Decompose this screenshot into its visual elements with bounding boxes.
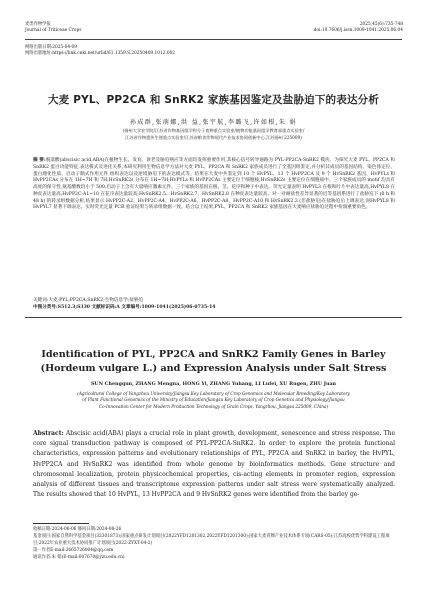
- journal-name-zh: 麦类作物学报: [25, 22, 51, 27]
- footnote-rule: [33, 523, 89, 524]
- journal-header-left: [25, 22, 225, 34]
- journal-header-right: [203, 22, 403, 34]
- authors-en: SUN Chengqun, ZHANG Mengna, HONG Yi, ZHANG Yuhang, LI Lufei, XU Rugen, ZHU Juan: [90, 381, 337, 387]
- affiliation-zh: [25, 128, 402, 141]
- footnotes: [33, 527, 395, 562]
- affiliation-en-line: (Agricultural College of Yangzhou University/Jiangsu Key Laboratory of Crop Genomics and Molecular Breeding/Key Laboratory: [77, 391, 350, 396]
- abstract-zh-text: 脱落酸(abscisic acid,ABA)在植物生长、发育、衰老及胁迫响应等方面均发挥重要作用,其核心信号转导通路为 PYL-PP2CA-SnRK2 模块。为探究大麦 PYL、PP2CA 和 SnRK2 蛋白功能特征,表达模式及进化关系,本研究利用生物信息学方法对大麦 PYL、PP2CA 和 SnRK2 家族成员进行了全基因组鉴定,并分析其成员的基因结构、染色体定位、蛋白理化性质、启动子顺式作用元件,组织表达以及逆境胁迫下的表达模式等。结果在大麦中共鉴定到 10 个 HvPYL、13 个 HvPP2CA 及 9 个 HvSnRK2 基因。HvPYLs 和 HvPP2CAs 分布在 1H~7H 和 7H,HvSnRK2s 分布在 1H~7H;HvPYLs 和 HvPP2CAs 主要定位于细胞核,HvSnRK2s 主要定位在细胞质中。三个家族成员的 motif 均具有高度的保守性,氨基酸数均小于 500,启动子上含有大量响应激素元件。三个家族的基因在根、茎、花序和种子中表达。荧光定量表明 HvPYL3 在根和叶片中表达量高,HvPYL8 在种皮表达量高;HvPP2C-A1~10 在花序表达量较高;HvSnRK2.5、HvSnRK2.7、HvSnRK2.8 在种皮表达量较高。对一对耐盐性差异显著的近等基因系进行了盐胁迫下 (0 h 和 48 h) 的转录组数据分析,结果显示 HvPP2C-A2、HvPP2C-A4、HvPP2C-A6、HvPP2C-A8、HvPP2C-A10 和 HvSnRK2.3 (非盐胁迫)在盐胁迫后上调表达,而HvPYL8 和HvPYL7 显著下调表达。实时荧光定量 PCR 验证结果与转录组数据一致。结合以上结果,PYL、PP2CA 和 SnRK2 家族基因在大麦响应盐胁迫过程中扮演重要角色。: [33, 158, 395, 211]
- affiliation-en-line: of Plant Functional Genomics of the Ministry of Education/Jiangsu Key Laboratory of Crop Genetics and Physiology/Jiangsu: [82, 397, 345, 403]
- online-url[interactable]: 网络出版地址:https://link.cnki.net/urlid/61.1359.S.20250409.1012.002: [25, 51, 176, 56]
- classification-zh: 中图分类号:S512.3;S330 文献标识码:A 文章编号:1009-1041(2025)06-0735-14: [33, 305, 216, 310]
- affiliation-en-line: Co-Innovation Center for Modern Production Technology of Grain Crops, Yangzhou, Jiangsu 225009, China): [98, 403, 329, 409]
- title-en: [25, 348, 402, 376]
- keywords-zh: 关键词:大麦;PYL;PP2CA;SnRK2;生物信息学;盐胁迫: [33, 298, 144, 303]
- abstract-en-label: Abstract:: [33, 430, 64, 437]
- affiliation-zh-line: 江苏省作物遗传生理重点实验室/江苏省粮食作物现代产业技术协同创新中心,江苏扬州 225009): [125, 134, 302, 140]
- journal-name-en: Journal of Triticeae Crops: [25, 28, 82, 33]
- abstract-en-text: Abscisic acid(ABA) plays a crucial role in plant growth, development, senescence and stress response. The core signal transduction pathway is composed of PYL-PP2CA-SnRK2. In order to explore the protein functional characteristics, expression patterns and evolutionary relationships of PYL, PP2CA and SnRK2 in barley, the HvPYL, HvPP2CA and HvSnRK2 was identified from whole genome by bioinformatics methods. Gene structure and chromosomal localization, protein physicochemical properties, cis-acting elements in promoter region, expression analysis of different tissues and transcriptome expression patterns under salt stress were systematically analyzed. The results showed that 10 HvPYL, 13 HvPP2CA and 9 HvSnRK2 genes were identified from the barley ge-: [33, 430, 395, 499]
- abstract-zh: [33, 158, 395, 212]
- footnote-funding: 基金项目:国家自然科学基金项目(32301873);国家重点研发计划项目(2022YFD1201302,2022YFD1201300);国家大麦青稞产业技术体系专项(CARS-05);江苏高校优势学科建设工程项目;2022年农业重大技术协同推广计划项目(2022-ZYXT-04-2): [33, 533, 390, 546]
- affiliation-en: [25, 391, 402, 410]
- doi: doi:10.7606/j.issn.1009-1041.2025.06.04: [313, 28, 403, 33]
- publication-meta: [25, 45, 402, 57]
- issue-info: 2025,45(6):735-748: [359, 22, 403, 27]
- published-date: 网络出版日期:2025-04-09: [25, 45, 78, 50]
- footnote-received: 收稿日期:2024-06-06 修回日期:2024-08-26: [33, 527, 122, 532]
- abstract-zh-label: 摘 要:: [33, 158, 46, 163]
- title-zh: 大麦 PYL、PP2CA 和 SnRK2 家族基因鉴定及盐胁迫下的表达分析: [47, 94, 380, 106]
- title-en-line1: Identification of PYL, PP2CA and SnRK2 Family Genes in Barley: [41, 349, 386, 360]
- header-rule: [25, 39, 402, 40]
- footnote-first-author: 第一作者E-mail:2665726004@qq.com: [33, 547, 114, 553]
- section-rule: [25, 317, 402, 318]
- authors-zh: 孙成群,张萌娜,洪 益,张宇航,李璐飞,许如根,朱 娟: [129, 119, 298, 126]
- abstract-en: [33, 429, 395, 500]
- affiliation-zh-line: (扬州大学农学院/江苏省作物基因组学和分子育种重点实验室/植物功能基因组学教育部重点实验室/: [122, 128, 305, 133]
- title-en-line2: (Hordeum vulgare L.) and Expression Analysis under Salt Stress: [40, 363, 387, 374]
- footnote-corresponding: 通讯作者:朱 娟(E-mail:007670@yzu.edu.cn): [33, 554, 125, 560]
